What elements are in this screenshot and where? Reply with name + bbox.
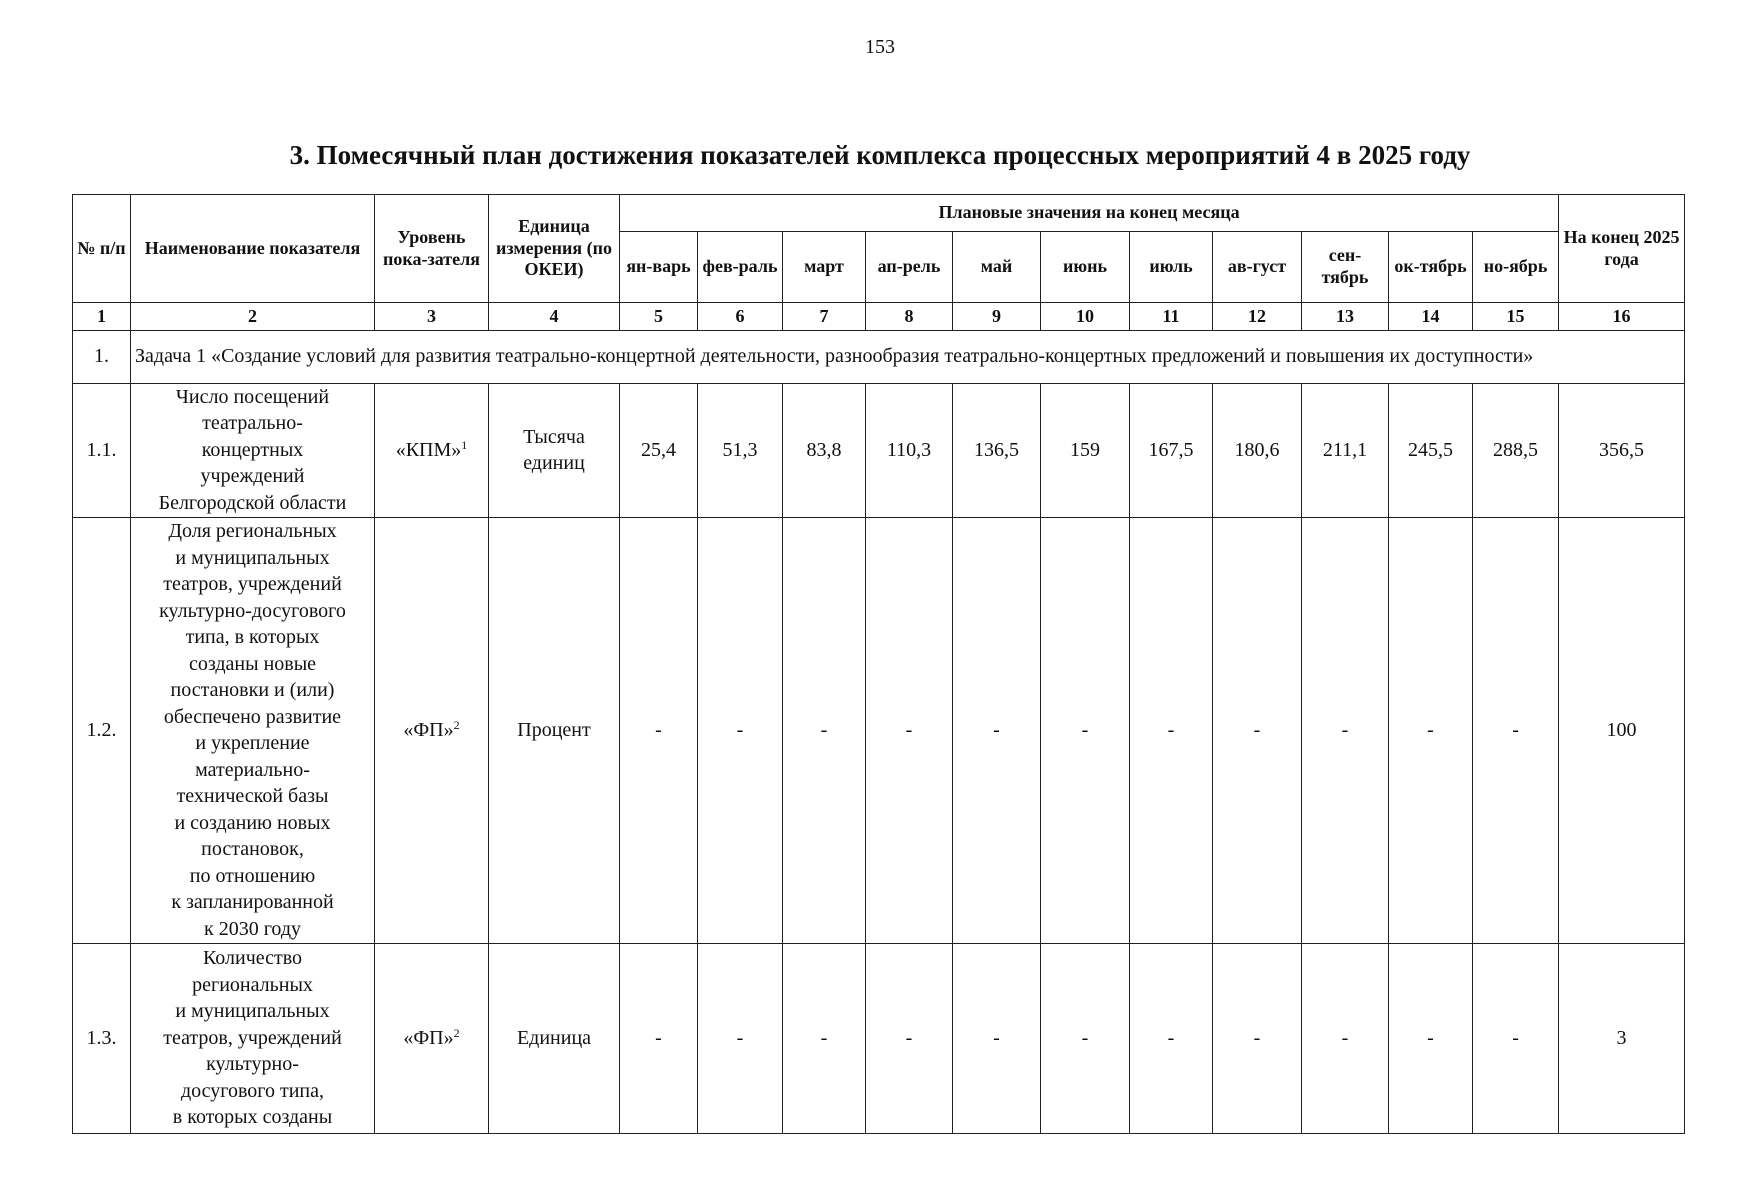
month-value-4: - [866, 943, 953, 1133]
month-value-10: 245,5 [1389, 383, 1473, 517]
indicator-name-line: материально- [195, 758, 310, 781]
header-unit: Единица измерения (по ОКЕИ) [489, 195, 620, 303]
indicator-name-line: типа, в которых [185, 626, 320, 648]
column-number-11: 11 [1130, 303, 1213, 331]
table-row [73, 517, 1685, 943]
row-num: 1.3. [73, 943, 131, 1133]
header-month-1: ян-варь [620, 232, 698, 303]
month-value-2: - [698, 943, 783, 1133]
indicator-name-line: в которых созданы [172, 1106, 333, 1129]
indicator-level [375, 517, 489, 943]
header-month-6: июнь [1041, 232, 1130, 303]
column-number-12: 12 [1213, 303, 1302, 331]
column-number-1: 1 [73, 303, 131, 331]
indicator-name-line: Количество [202, 947, 303, 970]
indicator-name [131, 943, 375, 1133]
month-value-8: 180,6 [1213, 383, 1302, 517]
indicator-unit: Процент [489, 517, 620, 943]
column-number-2: 2 [131, 303, 375, 331]
month-value-5: 136,5 [953, 383, 1041, 517]
month-value-11: 288,5 [1473, 383, 1559, 517]
header-end-of-year: На конец 2025 года [1559, 195, 1685, 303]
column-number-9: 9 [953, 303, 1041, 331]
header-month-5: май [953, 232, 1041, 303]
column-number-5: 5 [620, 303, 698, 331]
month-value-5: - [953, 517, 1041, 943]
month-value-1: - [620, 517, 698, 943]
indicator-name-line: постановки и (или) [170, 679, 335, 701]
column-number-6: 6 [698, 303, 783, 331]
month-value-9: - [1302, 517, 1389, 943]
indicator-name-line: театров, учреждений [163, 1026, 342, 1049]
month-value-2: - [698, 517, 783, 943]
header-month-11: но-ябрь [1473, 232, 1559, 303]
header-name: Наименование показателя [131, 195, 375, 303]
month-value-4: 110,3 [866, 383, 953, 517]
month-value-9: - [1302, 943, 1389, 1133]
table-row [73, 943, 1685, 1133]
month-value-11: - [1473, 943, 1559, 1133]
column-number-7: 7 [783, 303, 866, 331]
column-number-14: 14 [1389, 303, 1473, 331]
column-number-13: 13 [1302, 303, 1389, 331]
header-planned-values: Плановые значения на конец месяца [620, 195, 1559, 232]
indicator-name-line: по отношению [189, 864, 316, 887]
month-value-7: - [1130, 943, 1213, 1133]
month-value-7: - [1130, 517, 1213, 943]
indicator-name-line: региональных [192, 973, 313, 996]
indicator-name [131, 383, 375, 517]
indicator-name-line: и муниципальных [175, 1000, 330, 1023]
month-value-8: - [1213, 943, 1302, 1133]
month-value-6: - [1041, 943, 1130, 1133]
column-number-4: 4 [489, 303, 620, 331]
month-value-9: 211,1 [1302, 383, 1389, 517]
month-value-4: - [866, 517, 953, 943]
month-value-6: - [1041, 517, 1130, 943]
month-value-5: - [953, 943, 1041, 1133]
row-num: 1.2. [73, 517, 131, 943]
column-number-3: 3 [375, 303, 489, 331]
row-num: 1.1. [73, 383, 131, 517]
header-month-2: фев-раль [698, 232, 783, 303]
indicator-name-line: Доля региональных [168, 520, 337, 542]
column-number-16: 16 [1559, 303, 1685, 331]
column-number-8: 8 [866, 303, 953, 331]
indicator-name [131, 517, 375, 943]
indicator-name-line: и укрепление [195, 732, 310, 754]
indicator-level-text: «ФП» [403, 718, 454, 741]
header-month-3: март [783, 232, 866, 303]
page-title: 3. Помесячный план достижения показателей комплекса процессных мероприятий 4 в 2025 году [289, 140, 1471, 170]
indicator-name-line: и муниципальных [175, 546, 330, 569]
header-month-9: сен-тябрь [1302, 232, 1389, 303]
indicator-name-line: Белгородской области [158, 491, 347, 514]
indicator-name-line: постановок, [201, 838, 304, 860]
indicator-unit: Тысяча единиц [489, 383, 620, 517]
header-level: Уровень пока-зателя [375, 195, 489, 303]
header-month-8: ав-густ [1213, 232, 1302, 303]
indicator-name-line: концертных [201, 438, 304, 461]
month-value-10: - [1389, 943, 1473, 1133]
month-value-11: - [1473, 517, 1559, 943]
month-value-3: - [783, 517, 866, 943]
indicator-name-line: досугового типа, [180, 1079, 325, 1102]
indicator-name-line: созданы новые [188, 652, 317, 675]
header-month-10: ок-тябрь [1389, 232, 1473, 303]
month-value-1: 25,4 [620, 383, 698, 517]
footnote-mark: 1 [461, 437, 468, 452]
table-body [73, 330, 1685, 1133]
footnote-mark: 2 [453, 1025, 460, 1040]
page-number: 153 [865, 36, 895, 58]
indicator-unit: Единица [489, 943, 620, 1133]
column-number-15: 15 [1473, 303, 1559, 331]
end-of-year-value: 356,5 [1559, 383, 1685, 517]
indicator-level-text: «КПМ» [395, 438, 462, 461]
table-row [73, 383, 1685, 517]
column-number-10: 10 [1041, 303, 1130, 331]
end-of-year-value: 100 [1559, 517, 1685, 943]
footnote-mark: 2 [453, 717, 460, 732]
month-value-8: - [1213, 517, 1302, 943]
month-value-2: 51,3 [698, 383, 783, 517]
task-text: Задача 1 «Создание условий для развития театрально-концертной деятельности, разнообразия театрально-концертных предложений и повышения их доступности» [131, 330, 1685, 383]
indicator-name-line: обеспечено развитие [163, 705, 342, 728]
month-value-3: 83,8 [783, 383, 866, 517]
month-value-7: 167,5 [1130, 383, 1213, 517]
header-month-7: июль [1130, 232, 1213, 303]
indicator-name-line: Число посещений [175, 385, 330, 408]
month-value-3: - [783, 943, 866, 1133]
indicator-name-line: технической базы [176, 785, 329, 807]
indicator-name-line: к 2030 году [203, 917, 302, 940]
indicator-name-line: культурно- [206, 1053, 299, 1076]
monthly-plan-table [72, 194, 1685, 1134]
month-value-6: 159 [1041, 383, 1130, 517]
indicator-name-line: к запланированной [171, 891, 334, 913]
indicator-name-line: и созданию новых [174, 811, 331, 834]
indicator-name-line: театрально- [202, 412, 303, 435]
indicator-name-line: театров, учреждений [163, 573, 342, 595]
indicator-name-line: культурно-досугового [159, 599, 346, 622]
header-num: № п/п [73, 195, 131, 303]
end-of-year-value: 3 [1559, 943, 1685, 1133]
header-month-4: ап-рель [866, 232, 953, 303]
indicator-level-text: «ФП» [403, 1026, 454, 1049]
month-value-1: - [620, 943, 698, 1133]
indicator-name-line: учреждений [200, 465, 305, 488]
indicator-level [375, 943, 489, 1133]
month-value-10: - [1389, 517, 1473, 943]
column-numbers-row [73, 303, 1685, 331]
indicator-level [375, 383, 489, 517]
task-row [73, 330, 1685, 383]
task-num: 1. [73, 330, 131, 383]
